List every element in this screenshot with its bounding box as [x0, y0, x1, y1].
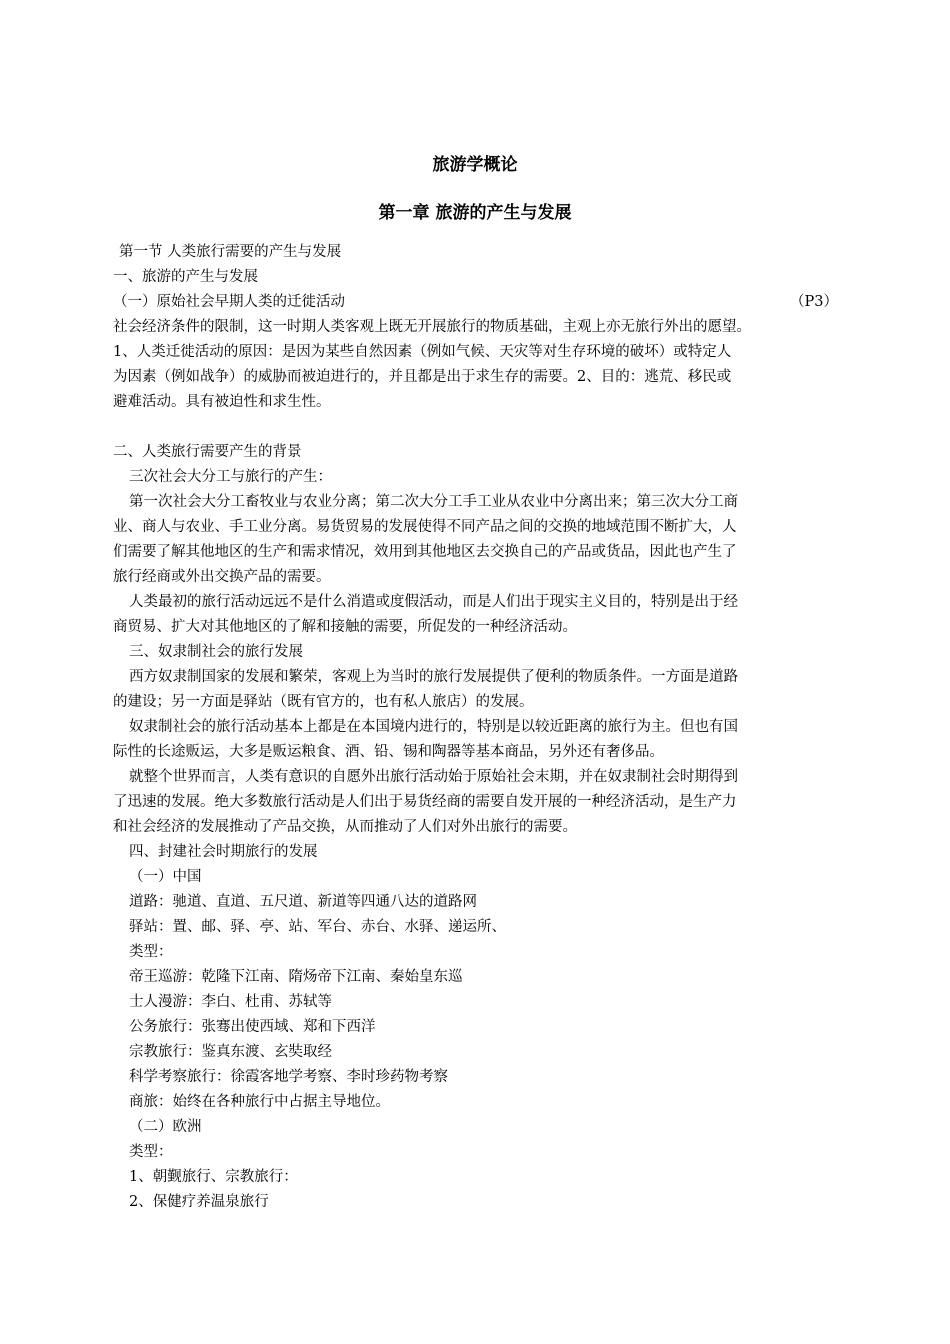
subsection-title: （一）原始社会早期人类的迁徙活动	[113, 294, 345, 310]
list-item: 商旅：始终在各种旅行中占据主导地位。	[129, 1094, 390, 1110]
subsection-heading: 四、封建社会时期旅行的发展	[129, 844, 318, 860]
list-item: 士人漫游：李白、杜甫、苏轼等	[129, 994, 332, 1010]
section-heading: 第一节 人类旅行需要的产生与发展	[119, 244, 342, 260]
chapter-heading: 第一章 旅游的产生与发展	[378, 203, 572, 223]
list-item: 公务旅行：张骞出使西域、郑和下西洋	[129, 1019, 376, 1035]
paragraph-line: 们需要了解其他地区的生产和需求情况，效用到其他地区去交换自己的产品或货品，因此也产生了	[113, 544, 737, 560]
paragraph-line: 的建设；另一方面是驿站（既有官方的，也有私人旅店）的发展。	[113, 694, 534, 710]
subsection-heading: 一、旅游的产生与发展	[113, 269, 258, 285]
list-item: 驿站：置、邮、驿、亭、站、军台、赤台、水驿、递运所、	[129, 919, 506, 935]
paragraph-line: 三次社会大分工与旅行的产生：	[129, 469, 332, 485]
list-item: 宗教旅行：鉴真东渡、玄奘取经	[129, 1044, 332, 1060]
paragraph-line: 人类最初的旅行活动远远不是什么消遣或度假活动，而是人们出于现实主义目的，特别是出于经	[129, 594, 738, 610]
paragraph-line: 西方奴隶制国家的发展和繁荣，客观上为当时的旅行发展提供了便利的物质条件。一方面是道路	[129, 669, 738, 685]
subsection-title: （二）欧洲	[129, 1119, 202, 1135]
list-item: 1、朝觐旅行、宗教旅行：	[129, 1169, 298, 1185]
document-title: 旅游学概论	[432, 155, 518, 175]
paragraph-line: 际性的长途贩运，大多是贩运粮食、酒、铅、锡和陶器等基本商品，另外还有奢侈品。	[113, 744, 664, 760]
list-item: 类型：	[129, 1144, 173, 1160]
list-item: 帝王巡游：乾隆下江南、隋炀帝下江南、秦始皇东巡	[129, 969, 463, 985]
list-item: 道路：驰道、直道、五尺道、新道等四通八达的道路网	[129, 894, 477, 910]
paragraph-line: 1、人类迁徙活动的原因：是因为某些自然因素（例如气候、天灾等对生存环境的破坏）或特定人	[113, 344, 732, 360]
paragraph-line: 为因素（例如战争）的威胁而被迫进行的，并且都是出于求生存的需要。2、目的：逃荒、移民或	[113, 369, 732, 385]
paragraph-line: 就整个世界而言，人类有意识的自愿外出旅行活动始于原始社会末期，并在奴隶制社会时期得到	[129, 769, 738, 785]
paragraph-line: 商贸易、扩大对其他地区的了解和接触的需要，所促发的一种经济活动。	[113, 619, 577, 635]
paragraph-line: 奴隶制社会的旅行活动基本上都是在本国境内进行的，特别是以较近距离的旅行为主。但也有国	[129, 719, 738, 735]
document-body	[113, 240, 838, 1215]
subsection-title: （一）中国	[129, 869, 202, 885]
list-item: 2、保健疗养温泉旅行	[129, 1194, 269, 1210]
subsection-heading: 二、人类旅行需要产生的背景	[113, 444, 302, 460]
paragraph-line: 避难活动。具有被迫性和求生性。	[113, 394, 331, 410]
paragraph-line: 旅行经商或外出交换产品的需要。	[113, 569, 331, 585]
paragraph-line: 了迅速的发展。绝大多数旅行活动是人们出于易货经商的需要自发开展的一种经济活动，是生产力	[113, 794, 737, 810]
subsection-heading: 三、奴隶制社会的旅行发展	[129, 644, 303, 660]
paragraph-line: 社会经济条件的限制，这一时期人类客观上既无开展旅行的物质基础，主观上亦无旅行外出的愿望。	[113, 319, 751, 335]
blank-line	[113, 415, 838, 440]
paragraph-line: 第一次社会大分工畜牧业与农业分离；第二次大分工手工业从农业中分离出来；第三次大分工商	[129, 494, 738, 510]
page-reference: （P3）	[790, 294, 838, 310]
subsection-heading-row	[113, 290, 838, 315]
list-item: 科学考察旅行：徐霞客地学考察、李时珍药物考察	[129, 1069, 448, 1085]
list-item: 类型：	[129, 944, 173, 960]
paragraph-line: 和社会经济的发展推动了产品交换，从而推动了人们对外出旅行的需要。	[113, 819, 577, 835]
paragraph-line: 业、商人与农业、手工业分离。易货贸易的发展使得不同产品之间的交换的地域范围不断扩大，人	[113, 519, 737, 535]
